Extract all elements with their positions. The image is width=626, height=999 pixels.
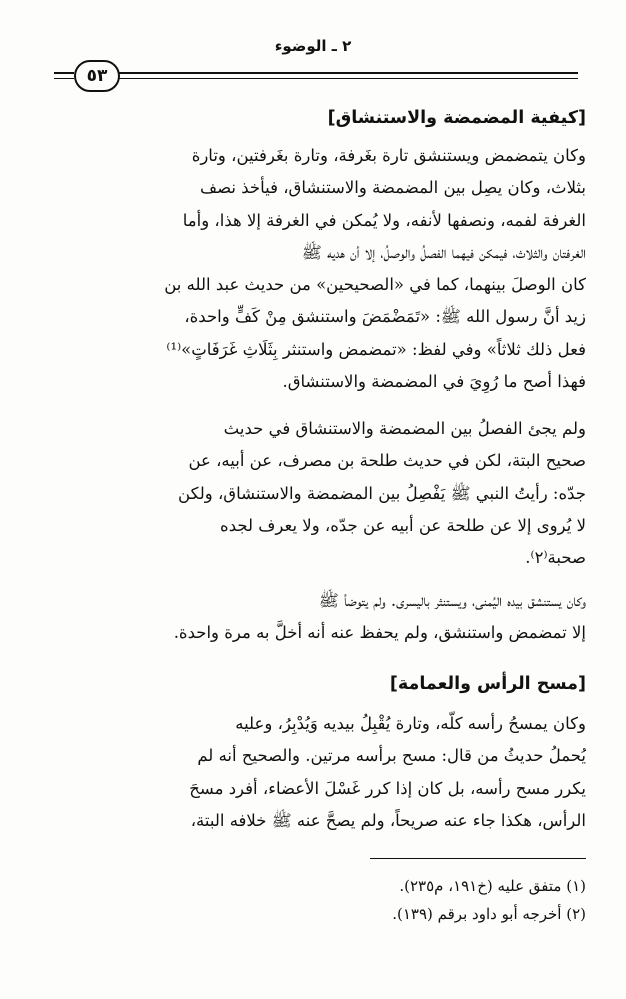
paragraph: وكان يستنشق بيده اليُمنى، ويستنثر باليسرى. ولم يتوضأ ﷺ إلا تمضمض واستنشق، ولم يحفظ عنه أنه أخلَّ به مرة واحدة. — [173, 591, 586, 643]
footnote: (١) متفق عليه (خ١٩١، م٢٣٥). — [399, 877, 586, 895]
header-rule — [54, 72, 74, 74]
paragraph: ولم يجئ الفصلُ بين المضمضة والاستنشاق في حديث صحيح البتة، لكن في حديث طلحة بن مصرف، عن أبيه، عن جدّه: رأيتُ النبي ﷺ يَفْصِلُ بين المضمضة والاستنشاق، ولكن لا يُروى إلا عن طلحة عن أبيه عن جدّه، ولا يعرف لجده صحبة⁽٢⁾. — [178, 419, 586, 568]
page-number: ٥٣ — [74, 60, 120, 92]
section-heading: [كيفية المضمضة والاستنشاق] — [327, 108, 586, 128]
header-rule — [118, 78, 578, 79]
footnote: (٢) أخرجه أبو داود برقم (١٣٩). — [392, 905, 586, 923]
paragraph: وكان يتمضمض ويستنشق تارة بغَرفة، وتارة بغَرفتين، وتارة بثلاث، وكان يصِل بين المضمضة والاستنشاق، فيأخذ نصف الغرفة لفمه، ونصفها لأنفه، ولا يُمكن في الغرفة إلا هذا، وأما الغرفتان والثلاث، فيمكن فيهما الفصلُ والوصلُ، إلا أن هديه ﷺ كان الوصلَ بينهما، كما في «الصحيحين» من حديث عبد الله بن زيد أنَّ رسول الله ﷺ: «تَمَضْمَضَ واستنشق مِنْ كَفٍّ واحدة، فعل ذلك ثلاثاً» وفي لفظ: «تمضمض واستنثر بِثَلَاثِ غَرَفَاتٍ»⁽¹⁾ فهذا أصح ما رُوِيَ في المضمضة والاستنشاق. — [164, 146, 586, 392]
header-rule — [54, 78, 74, 79]
paragraph: وكان يمسحُ رأسه كلّه، وتارة يُقْبِلُ بيديه وَيُدْبِرُ، وعليه يُحملُ حديثُ من قال: مسح برأسه مرتين. والصحيح أنه لم يكرر مسح رأسه، بل كان إذا كرر غَسْلَ الأعضاء، أفرد مسحَ الرأس، هكذا جاء عنه صريحاً، ولم يصحَّ عنه ﷺ خلافه البتة، — [189, 714, 586, 830]
running-title: ٢ ـ الوضوء — [274, 37, 352, 55]
header-rule — [118, 72, 578, 74]
footnote-separator — [370, 858, 586, 859]
section-heading: [مسح الرأس والعمامة] — [389, 674, 586, 694]
